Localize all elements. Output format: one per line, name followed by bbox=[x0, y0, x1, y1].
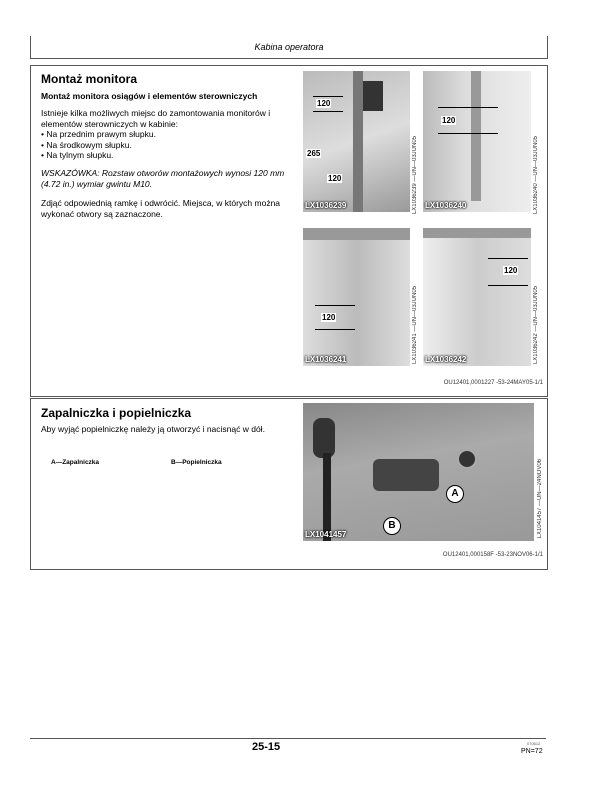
reference-code: OU12401,0001227 -53-24MAY05-1/1 bbox=[443, 380, 543, 386]
section-title: Zapalniczka i popielniczka bbox=[41, 406, 192, 420]
section-text: Aby wyjąć popielniczkę należy ją otworzyć i nacisnąć w dół. bbox=[41, 424, 265, 434]
section-monitor-mounting bbox=[30, 65, 548, 397]
section-subtitle: Montaż monitora osiągów i elementów sterowniczych bbox=[41, 91, 258, 101]
dimension-label: 120 bbox=[504, 266, 518, 275]
legend-a: A—Zapalniczka bbox=[51, 459, 100, 466]
page-number: 25-15 bbox=[252, 741, 281, 753]
photo-lighter-ashtray bbox=[303, 403, 534, 541]
image-code: LX1036241 —UN—03JUN05 bbox=[412, 286, 418, 365]
bullet-item: • Na przednim prawym słupku. bbox=[41, 129, 156, 139]
bullet-text: Na tylnym słupku. bbox=[46, 150, 114, 160]
bullet-text: Na środkowym słupku. bbox=[46, 139, 132, 150]
bullet-item: • Na tylnym słupku. bbox=[41, 150, 114, 160]
image-id: LX1036242 bbox=[425, 355, 467, 364]
intro-text bbox=[41, 108, 291, 129]
legend-b: B—Popielniczka bbox=[171, 459, 222, 466]
small-code: 070612 bbox=[527, 741, 541, 746]
bullet-list bbox=[41, 129, 291, 161]
callout-b: B bbox=[383, 517, 401, 535]
note-text: WSKAZÓWKA: Rozstaw otworów montażowych wynosi 120 mm (4.72 in.) wymiar gwintu M10. bbox=[41, 168, 285, 189]
section-title: Montaż monitora bbox=[41, 72, 137, 86]
dimension-label: 120 bbox=[322, 313, 336, 322]
photo-front-pillar bbox=[303, 71, 410, 212]
bullet-text: Na przednim prawym słupku. bbox=[46, 129, 156, 139]
dimension-label: 265 bbox=[307, 149, 321, 158]
footer-rule bbox=[30, 738, 546, 739]
section-lighter-ashtray bbox=[30, 398, 548, 570]
reference-code: OU12401,000158F -53-23NOV06-1/1 bbox=[442, 552, 543, 558]
dimension-label: 120 bbox=[328, 174, 342, 183]
image-id: LX1041457 bbox=[305, 530, 347, 539]
photo-rear-pillar-left bbox=[303, 228, 410, 366]
dimension-label: 120 bbox=[317, 99, 331, 108]
dimension-label: 120 bbox=[442, 116, 456, 125]
image-code: LX1036240 —UN—03JUN05 bbox=[533, 136, 539, 215]
image-id: LX1036240 bbox=[425, 201, 467, 210]
image-code: LX1036239 —UN—03JUN05 bbox=[412, 136, 418, 215]
image-code: LX1036242 —UN—03JUN05 bbox=[533, 286, 539, 365]
image-id: LX1036239 bbox=[305, 201, 347, 210]
bullet-item: • Na środkowym słupku. bbox=[41, 139, 132, 150]
instruction-text: Zdjąć odpowiednią ramkę i odwrócić. Miejsca, w których można wykonać otwory są zaznaczone. bbox=[41, 198, 281, 219]
pn-label: PN=72 bbox=[521, 748, 543, 755]
photo-rear-pillar-right bbox=[423, 228, 531, 366]
intro: Istnieje kilka możliwych miejsc do zamontowania monitorów i elementów sterowniczych w kabinie: bbox=[41, 108, 271, 129]
image-id: LX1036241 bbox=[305, 355, 347, 364]
header-title: Kabina operatora bbox=[254, 42, 324, 52]
page-header bbox=[30, 36, 548, 59]
photo-middle-pillar bbox=[423, 71, 531, 212]
callout-a: A bbox=[446, 485, 464, 503]
image-code: LX1041457 —UN—24NOV06 bbox=[537, 459, 543, 539]
